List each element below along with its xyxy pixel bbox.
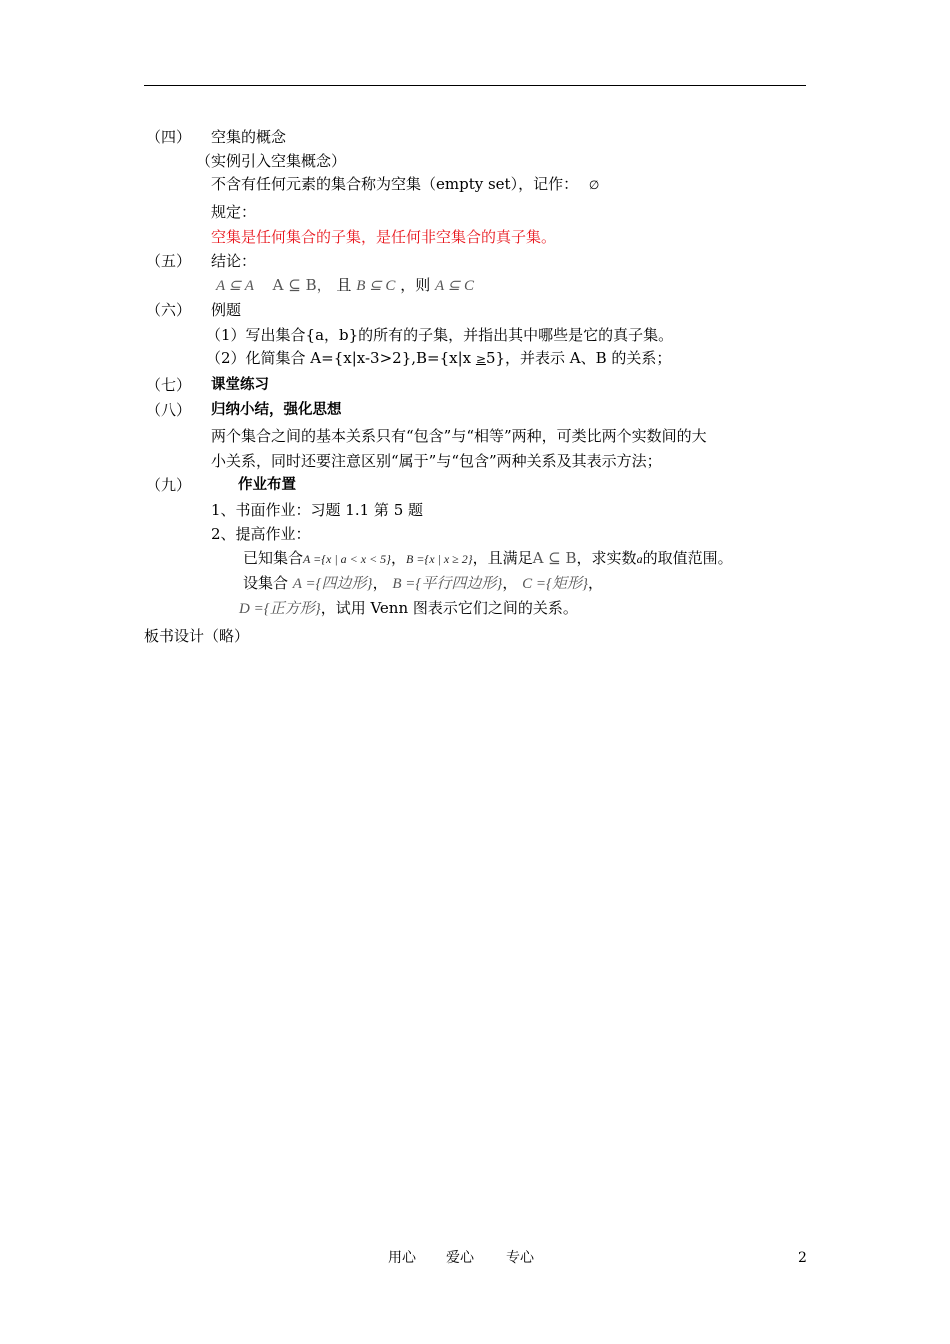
homework-question-2: 设集合 A ={四边形}， B ={平行四边形}， C ={矩形}， [243,574,604,592]
set-rectangle: C ={矩形} [522,576,589,592]
set-square: D ={正方形} [239,601,321,617]
q2-post: ，试用 Venn 图表示它们之间的关系。 [320,599,578,617]
homework-question-2-cont [239,598,578,619]
relation-a-subset-b: A ⊆ B， [272,276,332,294]
footer-word-3: 专心 [506,1250,534,1266]
section-number: （五） [146,252,192,270]
example-2-pre: （2）化简集合 A={x|x-3>2},B={x|x [206,349,476,367]
section-number: （九） [146,476,192,494]
geq-symbol: ≥ [475,352,486,366]
section-title: 结论： [211,252,257,270]
section-number: （六） [146,301,192,319]
example-1: （1）写出集合{a，b}的所有的子集，并指出其中哪些是它的真子集。 [206,326,674,344]
page-number: 2 [798,1250,807,1266]
empty-set-symbol: ∅ [588,178,600,192]
section-title: 空集的概念 [211,128,287,146]
subset-relation: A ⊆ B [532,549,577,567]
footer-word-2: 爱心 [446,1250,474,1266]
section-number: （四） [146,128,192,146]
set-b-expression: B ={x | x ≥ 2} [406,552,473,566]
section-title: 课堂练习 [211,377,269,393]
section-title: 作业布置 [238,477,296,493]
example-2-post: 5}，并表示 A、B 的关系； [485,349,672,367]
relation-a-subset-a: A ⊆ A [216,278,254,294]
relation-b-subset-c: B ⊆ C [356,278,396,294]
board-design-note: 板书设计（略） [144,627,250,645]
header-rule [144,85,806,86]
homework-item-1: 1、书面作业：习题 1.1 第 5 题 [211,501,424,519]
homework-item-2: 2、提高作业： [211,525,311,543]
homework-question-1 [243,548,733,569]
set-quadrilateral: A ={四边形} [292,576,373,592]
then-word: ，则 [400,276,431,294]
q1-mid: ，且满足 [472,549,533,567]
footer-word-1: 用心 [388,1250,416,1266]
section-title: 归纳小结，强化思想 [211,402,342,418]
rule-text: 空集是任何集合的子集，是任何非空集合的真子集。 [211,228,557,246]
q1-sep: ， [390,549,406,567]
variable-a: a [636,552,643,566]
set-a-expression: A ={x | a < x < 5} [303,552,391,566]
q2-pre: 设集合 [243,574,289,592]
set-parallelogram: B ={平行四边形} [392,576,503,592]
section-number: （七） [146,376,192,394]
q1-pre: 已知集合 [243,549,304,567]
summary-line-1: 两个集合之间的基本关系只有“包含”与“相等”两种，可类比两个实数间的大 [211,427,707,445]
example-2 [206,348,671,369]
empty-set-intro: （实例引入空集概念） [196,152,347,170]
summary-line-2: 小关系，同时还要注意区别“属于”与“包含”两种关系及其表示方法； [211,452,662,470]
conclusion-line [216,275,474,296]
q1-post-2: 的取值范围。 [642,549,733,567]
section-title: 例题 [211,301,242,319]
definition-text: 不含有任何元素的集合称为空集（empty set），记作： [211,175,579,193]
and-word: 且 [336,276,352,294]
section-number: （八） [146,401,192,419]
q1-post-1: ，求实数 [576,549,637,567]
empty-set-definition [211,174,599,195]
relation-a-subset-c: A ⊆ C [435,278,474,294]
rule-label: 规定： [211,203,257,221]
